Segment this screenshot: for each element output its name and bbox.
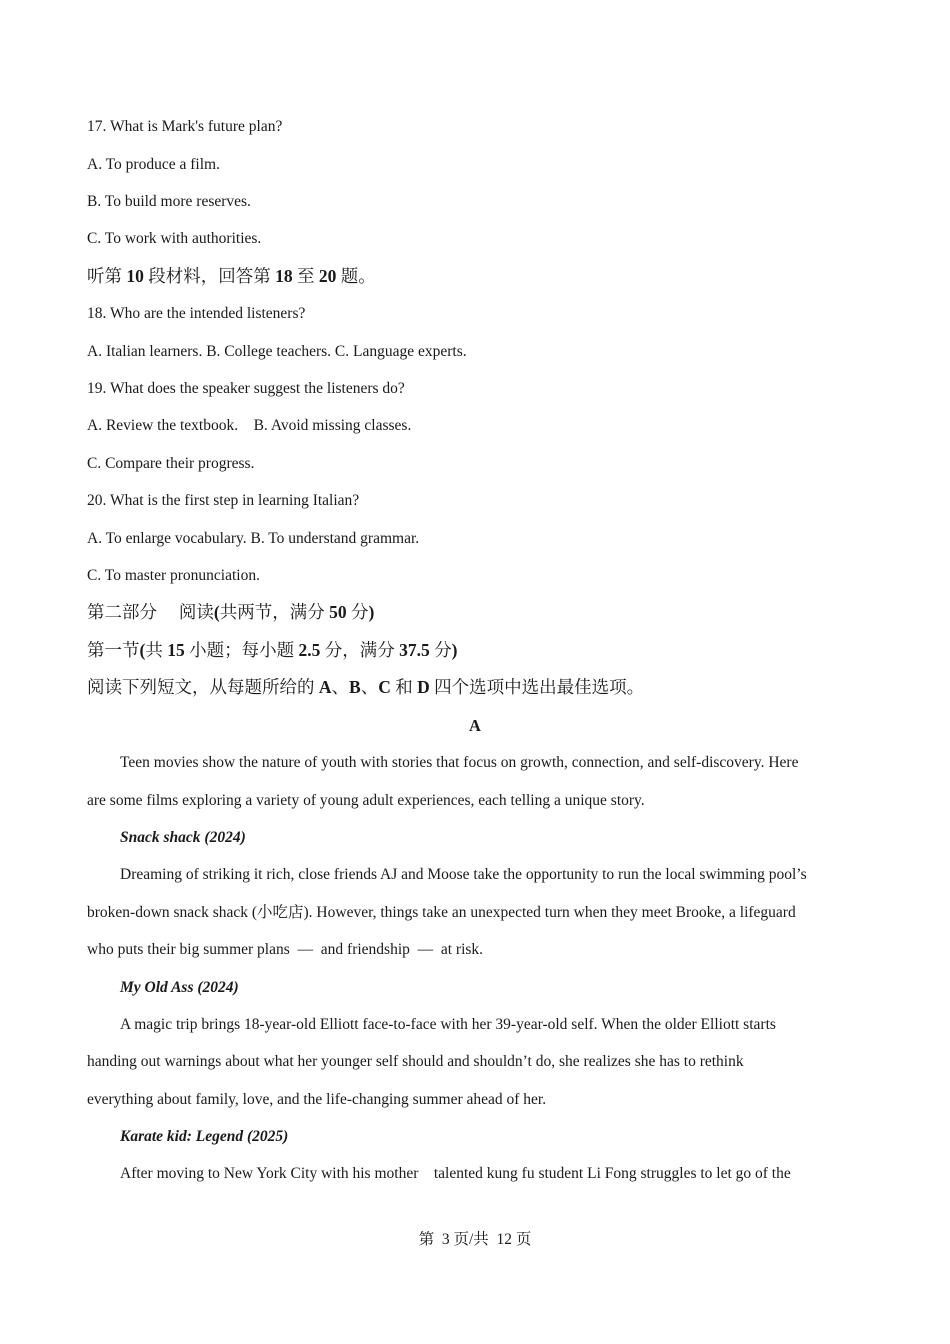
film2-title: My Old Ass (2024) bbox=[120, 979, 239, 996]
instr-text-3: 至 bbox=[292, 266, 319, 286]
reading-instruction bbox=[87, 677, 644, 697]
q19-options-ab: A. Review the textbook. B. Avoid missing classes. bbox=[87, 417, 412, 434]
q17-option-c: C. To work with authorities. bbox=[87, 230, 262, 247]
q18-stem: 18. Who are the intended listeners? bbox=[87, 305, 306, 322]
film3-title: Karate kid: Legend (2025) bbox=[120, 1128, 289, 1145]
section1-heading-text-5: 分 bbox=[429, 640, 452, 660]
film3-line-1: After moving to New York City with his mother talented kung fu student Li Fong struggles to let go of the bbox=[120, 1165, 791, 1182]
part2-heading-text-2: 共两节，满分 bbox=[219, 602, 330, 622]
part2-heading-paren-open: ( bbox=[213, 602, 220, 622]
section1-heading-text-3: 小题；每小题 bbox=[184, 640, 299, 660]
section1-heading-paren-close: ) bbox=[451, 640, 458, 660]
reading-instruction-sep-1: 、 bbox=[331, 677, 350, 697]
reading-instruction-text-2: 和 bbox=[390, 677, 418, 697]
instr-text-1: 听第 bbox=[87, 266, 127, 286]
q17-option-b: B. To build more reserves. bbox=[87, 193, 251, 210]
reading-instruction-a: A bbox=[318, 677, 332, 697]
instr-text-4: 题。 bbox=[336, 266, 376, 286]
q20-stem: 20. What is the first step in learning Italian? bbox=[87, 492, 360, 509]
part2-heading-text-3: 分 bbox=[346, 602, 369, 622]
section1-heading-text-2: 共 bbox=[145, 640, 168, 660]
passage-intro-line-1: Teen movies show the nature of youth with stories that focus on growth, connection, and self-discovery. Here bbox=[120, 754, 799, 771]
q19-stem: 19. What does the speaker suggest the listeners do? bbox=[87, 380, 405, 397]
page-footer: 第 3 页/共 12 页 bbox=[418, 1231, 532, 1248]
section1-heading-text-4: 分，满分 bbox=[320, 640, 400, 660]
reading-instruction-b: B bbox=[349, 677, 361, 697]
q19-option-c: C. Compare their progress. bbox=[87, 455, 255, 472]
section1-heading bbox=[87, 640, 457, 660]
part2-heading-score: 50 bbox=[329, 602, 347, 622]
film1-title: Snack shack (2024) bbox=[120, 829, 246, 846]
reading-instruction-d: D bbox=[417, 677, 430, 697]
instr-num-2: 18 bbox=[275, 266, 293, 286]
q17-stem: 17. What is Mark's future plan? bbox=[87, 118, 283, 135]
film1-line-2: broken-down snack shack (小吃店). However, things take an unexpected turn when they meet Brooke, a lifeguard bbox=[87, 904, 796, 921]
part2-heading-text-1: 第二部分 阅读 bbox=[87, 602, 214, 622]
film2-line-3: everything about family, love, and the life-changing summer ahead of her. bbox=[87, 1091, 547, 1108]
section1-heading-total: 37.5 bbox=[399, 640, 430, 660]
section1-heading-paren-open: ( bbox=[139, 640, 146, 660]
section-10-instruction bbox=[87, 266, 376, 286]
film1-line-1: Dreaming of striking it rich, close friends AJ and Moose take the opportunity to run the local swimming pool’s bbox=[120, 866, 807, 883]
film2-line-1: A magic trip brings 18-year-old Elliott face-to-face with her 39-year-old self. When the older Elliott starts bbox=[120, 1016, 776, 1033]
passage-title: A bbox=[469, 716, 481, 735]
reading-instruction-text-3: 四个选项中选出最佳选项。 bbox=[429, 677, 645, 697]
reading-instruction-text-1: 阅读下列短文，从每题所给的 bbox=[87, 677, 319, 697]
part2-heading bbox=[87, 602, 374, 622]
instr-num-3: 20 bbox=[318, 266, 337, 286]
reading-instruction-sep-2: 、 bbox=[360, 677, 379, 697]
q20-option-c: C. To master pronunciation. bbox=[87, 567, 260, 584]
q20-options-ab: A. To enlarge vocabulary. B. To understand grammar. bbox=[87, 530, 420, 547]
film1-line-3: who puts their big summer plans — and friendship — at risk. bbox=[87, 941, 484, 958]
instr-num-1: 10 bbox=[126, 266, 144, 286]
part2-heading-paren-close: ) bbox=[368, 602, 375, 622]
film2-line-2: handing out warnings about what her younger self should and shouldn’t do, she realizes she has to rethink bbox=[87, 1053, 744, 1070]
section1-heading-text-1: 第一节 bbox=[87, 640, 140, 660]
q18-options: A. Italian learners. B. College teachers. C. Language experts. bbox=[87, 343, 467, 360]
section1-heading-each: 2.5 bbox=[298, 640, 321, 660]
passage-intro-line-2: are some films exploring a variety of young adult experiences, each telling a unique story. bbox=[87, 792, 645, 809]
reading-instruction-c: C bbox=[378, 677, 391, 697]
section1-heading-count: 15 bbox=[167, 640, 185, 660]
q17-option-a: A. To produce a film. bbox=[87, 156, 220, 173]
instr-text-2: 段材料，回答第 bbox=[143, 266, 276, 286]
